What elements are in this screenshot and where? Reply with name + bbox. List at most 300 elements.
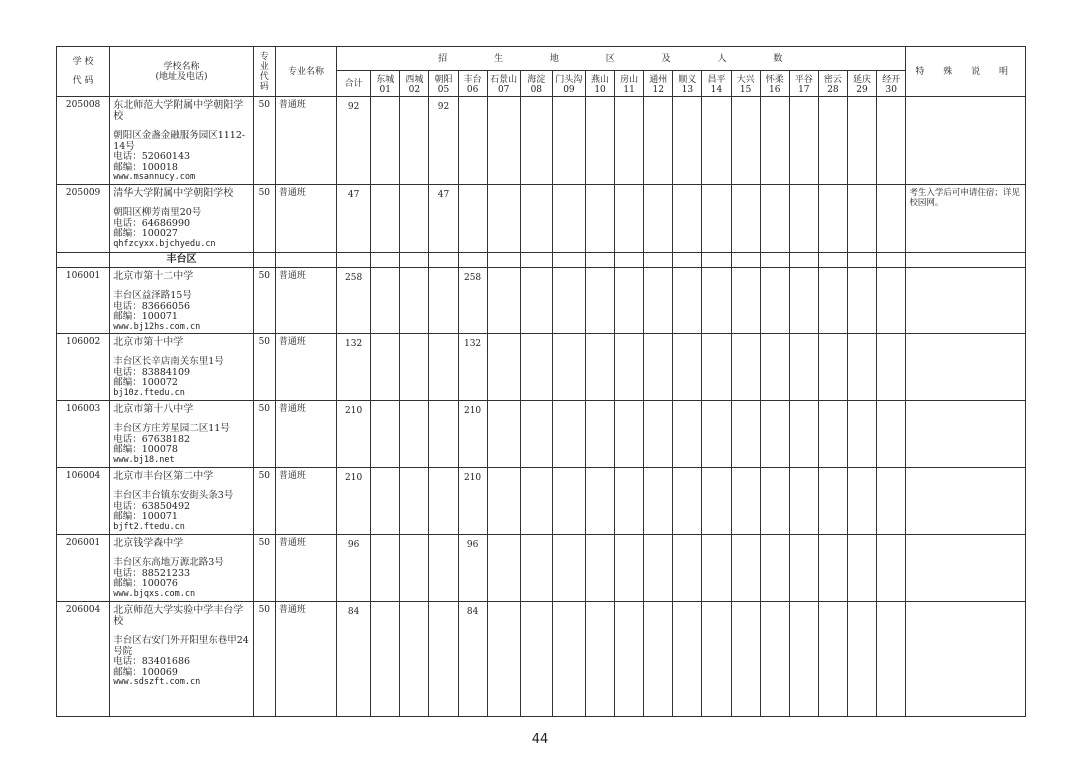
school-code: 106003 — [65, 404, 101, 414]
region-cell-05 — [429, 468, 458, 535]
region-cell-29 — [847, 468, 876, 535]
region-cell-29 — [847, 97, 876, 185]
region-cell-09 — [552, 334, 585, 401]
region-cell-16 — [760, 535, 789, 602]
region-cell-28 — [818, 268, 847, 334]
region-cell-05 — [429, 268, 458, 334]
school-info-cell — [110, 97, 254, 185]
school-website: bj10z.ftedu.cn — [113, 387, 185, 398]
region-cell-09 — [552, 602, 585, 717]
district-empty-cell — [458, 253, 487, 268]
school-website: www.bj18.net — [113, 454, 175, 465]
region-cell-14 — [702, 535, 731, 602]
region-cell-11 — [615, 401, 644, 468]
region-cell-06 — [458, 602, 487, 717]
total-cell — [337, 268, 371, 334]
school-phone: 电话：83401686 — [113, 656, 191, 667]
region-cell-01 — [371, 97, 400, 185]
table-row — [57, 535, 1026, 602]
major-name-cell — [275, 401, 336, 468]
region-cell-06 — [458, 334, 487, 401]
major-name: 普通班 — [278, 271, 306, 281]
table-row — [57, 401, 1026, 468]
school-name: 北京钱学森中学 — [113, 538, 184, 549]
region-name: 昌平 — [707, 74, 726, 85]
school-name: 北京师范大学实验中学丰台学校 — [113, 605, 244, 627]
district-code-cell — [57, 253, 110, 268]
total-cell — [337, 97, 371, 185]
region-cell-15 — [731, 401, 760, 468]
region-cell-30 — [877, 535, 906, 602]
header-major-code: 专业代码 — [253, 47, 275, 97]
header-region-13 — [673, 71, 702, 97]
region-cell-06 — [458, 185, 487, 253]
region-cell-12 — [644, 268, 673, 334]
school-address: 丰台区益泽路15号 — [113, 290, 192, 301]
region-cell-08 — [520, 401, 552, 468]
region-cell-16 — [760, 602, 789, 717]
region-cell-05 — [429, 602, 458, 717]
school-name: 东北师范大学附属中学朝阳学校 — [113, 100, 244, 122]
region-cell-17 — [789, 97, 818, 185]
region-cell-08 — [520, 468, 552, 535]
school-code: 206004 — [65, 605, 101, 615]
district-name: 丰台区 — [166, 254, 197, 265]
region-cell-05 — [429, 535, 458, 602]
school-address: 朝阳区金盏金融服务园区1112-14号 — [113, 130, 246, 152]
school-name: 北京市丰台区第二中学 — [113, 471, 214, 482]
major-code-cell — [253, 602, 275, 717]
school-code: 205008 — [65, 100, 101, 110]
region-cell-16 — [760, 97, 789, 185]
major-code-cell — [253, 97, 275, 185]
major-name-cell — [275, 535, 336, 602]
region-cell-06 — [458, 268, 487, 334]
region-cell-30 — [877, 185, 906, 253]
major-code: 50 — [258, 471, 271, 481]
region-cell-12 — [644, 97, 673, 185]
region-code: 13 — [681, 84, 694, 95]
major-name: 普通班 — [278, 337, 306, 347]
region-code: 05 — [437, 84, 450, 95]
region-cell-09 — [552, 268, 585, 334]
district-empty-cell — [400, 253, 429, 268]
school-code-cell — [57, 97, 110, 185]
district-empty-cell — [371, 253, 400, 268]
school-postcode: 邮编：100071 — [113, 311, 178, 322]
major-name-cell — [275, 97, 336, 185]
region-cell-15 — [731, 468, 760, 535]
notes-cell — [906, 602, 1026, 717]
region-code: 30 — [885, 84, 897, 95]
region-cell-07 — [487, 468, 520, 535]
region-cell-07 — [487, 602, 520, 717]
district-empty-cell — [487, 253, 520, 268]
region-name: 东城 — [376, 74, 395, 85]
region-cell-10 — [585, 602, 614, 717]
notes-cell — [906, 468, 1026, 535]
region-cell-28 — [818, 97, 847, 185]
school-address: 丰台区方庄芳星园二区11号 — [113, 423, 230, 434]
school-name: 北京市第十中学 — [113, 337, 184, 348]
header-recruit: 招 生 地 区 及 人 数 — [337, 47, 906, 71]
page-number: 44 — [531, 732, 549, 747]
school-code-cell — [57, 401, 110, 468]
region-cell-17 — [789, 334, 818, 401]
region-code: 12 — [652, 84, 664, 95]
total-value: 210 — [345, 406, 363, 416]
region-cell-06 — [458, 401, 487, 468]
school-postcode: 邮编：100069 — [113, 666, 178, 678]
region-value: 258 — [463, 273, 482, 283]
region-cell-12 — [644, 185, 673, 253]
district-empty-cell — [429, 253, 458, 268]
region-cell-01 — [371, 401, 400, 468]
district-empty-cell — [615, 253, 644, 268]
school-address: 丰台区东高地万源北路3号 — [113, 557, 224, 568]
school-address: 丰台区丰台镇东安街头条3号 — [113, 490, 234, 501]
region-cell-17 — [789, 535, 818, 602]
header-region-06 — [458, 71, 487, 97]
header-region-08 — [520, 71, 552, 97]
region-cell-17 — [789, 185, 818, 253]
region-name: 延庆 — [853, 74, 872, 85]
school-address: 丰台区右安门外开阳里东巷甲24号院 — [113, 635, 249, 657]
school-website: qhfzcyxx.bjchyedu.cn — [113, 238, 216, 249]
total-value: 132 — [345, 339, 363, 349]
region-cell-13 — [673, 535, 702, 602]
region-cell-05 — [429, 401, 458, 468]
region-cell-10 — [585, 535, 614, 602]
note-text: 考生入学后可申请住宿；详见校园网。 — [909, 188, 1020, 208]
school-website: www.bjqxs.com.cn — [113, 588, 196, 599]
total-cell — [337, 602, 371, 717]
region-cell-28 — [818, 185, 847, 253]
region-name: 房山 — [620, 74, 639, 85]
district-empty-cell — [552, 253, 585, 268]
region-cell-02 — [400, 268, 429, 334]
region-cell-28 — [818, 535, 847, 602]
region-cell-13 — [673, 334, 702, 401]
region-cell-08 — [520, 602, 552, 717]
region-cell-11 — [615, 97, 644, 185]
district-empty-cell — [906, 253, 1026, 268]
region-cell-30 — [877, 401, 906, 468]
region-cell-09 — [552, 97, 585, 185]
region-cell-14 — [702, 602, 731, 717]
region-cell-14 — [702, 97, 731, 185]
region-cell-08 — [520, 334, 552, 401]
total-value: 47 — [347, 190, 360, 200]
region-code: 14 — [710, 84, 723, 95]
region-name: 丰台 — [463, 74, 482, 85]
notes-cell — [906, 268, 1026, 334]
total-cell — [337, 334, 371, 401]
district-empty-cell — [847, 253, 876, 268]
region-code: 01 — [379, 84, 391, 95]
school-phone: 电话：52060143 — [113, 151, 191, 162]
region-cell-01 — [371, 268, 400, 334]
region-cell-30 — [877, 334, 906, 401]
region-cell-13 — [673, 97, 702, 185]
school-website: www.bj12hs.com.cn — [113, 321, 201, 332]
major-name-cell — [275, 268, 336, 334]
region-cell-16 — [760, 268, 789, 334]
school-info-cell — [110, 602, 254, 717]
region-value: 210 — [463, 406, 482, 416]
region-cell-07 — [487, 97, 520, 185]
region-cell-14 — [702, 268, 731, 334]
region-cell-12 — [644, 468, 673, 535]
major-name: 普通班 — [278, 188, 306, 198]
school-phone: 电话：67638182 — [113, 433, 191, 445]
region-cell-30 — [877, 97, 906, 185]
district-empty-cell — [275, 253, 336, 268]
major-name-cell — [275, 468, 336, 535]
region-cell-08 — [520, 535, 552, 602]
major-name-cell — [275, 602, 336, 717]
header-region-30 — [877, 71, 906, 97]
school-name: 北京市第十八中学 — [113, 404, 194, 415]
region-cell-10 — [585, 401, 614, 468]
total-cell — [337, 401, 371, 468]
school-code: 106001 — [65, 271, 101, 281]
region-cell-29 — [847, 602, 876, 717]
school-postcode: 邮编：100072 — [113, 377, 178, 388]
region-cell-13 — [673, 468, 702, 535]
region-cell-17 — [789, 602, 818, 717]
admissions-table — [56, 46, 1026, 717]
table-row — [57, 268, 1026, 334]
major-code: 50 — [258, 188, 271, 198]
school-address: 朝阳区柳芳南里20号 — [113, 207, 202, 218]
district-empty-cell — [644, 253, 673, 268]
region-cell-08 — [520, 97, 552, 185]
district-empty-cell — [789, 253, 818, 268]
region-cell-12 — [644, 602, 673, 717]
school-postcode: 邮编：100027 — [113, 228, 178, 239]
region-value: 47 — [437, 190, 450, 200]
region-code: 29 — [856, 84, 868, 95]
region-cell-29 — [847, 268, 876, 334]
major-name: 普通班 — [278, 404, 306, 414]
region-cell-17 — [789, 268, 818, 334]
school-info-cell — [110, 268, 254, 334]
region-name: 顺义 — [678, 74, 697, 85]
district-empty-cell — [818, 253, 847, 268]
region-code: 10 — [594, 84, 606, 95]
school-phone: 电话：83884109 — [113, 366, 191, 378]
region-cell-07 — [487, 268, 520, 334]
region-cell-01 — [371, 468, 400, 535]
region-cell-09 — [552, 468, 585, 535]
region-name: 平谷 — [794, 74, 813, 85]
region-cell-11 — [615, 185, 644, 253]
header-total: 合计 — [337, 71, 371, 97]
major-code-cell — [253, 185, 275, 253]
header-region-07 — [487, 71, 520, 97]
region-cell-06 — [458, 97, 487, 185]
school-info-cell — [110, 334, 254, 401]
region-cell-11 — [615, 468, 644, 535]
district-empty-cell — [877, 253, 906, 268]
region-cell-12 — [644, 535, 673, 602]
school-code-cell — [57, 334, 110, 401]
school-code: 106002 — [65, 337, 101, 347]
region-cell-14 — [702, 401, 731, 468]
district-empty-cell — [731, 253, 760, 268]
major-code-cell — [253, 334, 275, 401]
school-website: www.sdszft.com.cn — [113, 677, 201, 687]
region-cell-29 — [847, 401, 876, 468]
region-code: 11 — [623, 84, 635, 95]
notes-cell — [906, 535, 1026, 602]
header-region-01 — [371, 71, 400, 97]
region-cell-10 — [585, 268, 614, 334]
region-cell-15 — [731, 268, 760, 334]
region-cell-01 — [371, 185, 400, 253]
major-code-cell — [253, 468, 275, 535]
region-value: 132 — [463, 339, 482, 349]
region-value: 84 — [466, 607, 479, 617]
district-row — [57, 253, 1026, 268]
header-region-05 — [429, 71, 458, 97]
header-region-15 — [731, 71, 760, 97]
region-cell-30 — [877, 602, 906, 717]
region-code: 02 — [408, 84, 421, 95]
region-cell-15 — [731, 185, 760, 253]
total-value: 258 — [345, 273, 363, 283]
region-cell-15 — [731, 535, 760, 602]
header-region-17 — [789, 71, 818, 97]
table-row — [57, 334, 1026, 401]
region-code: 16 — [768, 84, 781, 95]
region-cell-29 — [847, 535, 876, 602]
region-cell-02 — [400, 185, 429, 253]
major-code: 50 — [258, 538, 271, 548]
school-name: 清华大学附属中学朝阳学校 — [113, 188, 234, 199]
school-phone: 电话：83666056 — [113, 300, 191, 312]
major-name: 普通班 — [278, 471, 306, 481]
region-cell-10 — [585, 468, 614, 535]
region-name: 怀柔 — [765, 74, 784, 85]
school-info-cell — [110, 535, 254, 602]
region-cell-29 — [847, 334, 876, 401]
school-phone: 电话：64686990 — [113, 217, 191, 229]
district-empty-cell — [702, 253, 731, 268]
region-cell-28 — [818, 334, 847, 401]
table-row — [57, 185, 1026, 253]
region-code: 06 — [466, 84, 479, 95]
region-cell-28 — [818, 401, 847, 468]
region-cell-15 — [731, 602, 760, 717]
region-cell-06 — [458, 468, 487, 535]
district-empty-cell — [337, 253, 371, 268]
region-cell-07 — [487, 535, 520, 602]
region-cell-11 — [615, 334, 644, 401]
major-code-cell — [253, 401, 275, 468]
region-name: 石景山 — [490, 74, 518, 85]
region-cell-28 — [818, 468, 847, 535]
district-empty-cell — [673, 253, 702, 268]
school-code-cell — [57, 602, 110, 717]
total-value: 210 — [345, 473, 363, 483]
major-code: 50 — [258, 605, 271, 615]
region-value: 96 — [466, 540, 479, 550]
notes-cell — [906, 97, 1026, 185]
school-info-cell — [110, 185, 254, 253]
region-cell-16 — [760, 185, 789, 253]
region-cell-13 — [673, 185, 702, 253]
region-cell-09 — [552, 401, 585, 468]
major-name-cell — [275, 185, 336, 253]
total-value: 92 — [347, 102, 360, 112]
school-phone: 电话：88521233 — [113, 567, 191, 579]
table-row — [57, 468, 1026, 535]
region-cell-14 — [702, 185, 731, 253]
region-name: 朝阳 — [434, 74, 453, 85]
region-cell-08 — [520, 185, 552, 253]
school-postcode: 邮编：100018 — [113, 161, 178, 173]
region-cell-14 — [702, 334, 731, 401]
region-value: 210 — [463, 473, 482, 483]
major-name: 普通班 — [278, 100, 306, 110]
major-code-cell — [253, 268, 275, 334]
district-empty-cell — [585, 253, 614, 268]
major-name: 普通班 — [278, 538, 306, 548]
notes-cell — [906, 334, 1026, 401]
school-code: 106004 — [65, 471, 101, 481]
total-value: 84 — [347, 607, 360, 617]
school-postcode: 邮编：100078 — [113, 444, 178, 455]
school-code-cell — [57, 468, 110, 535]
region-cell-16 — [760, 468, 789, 535]
header-school-code: 学 校 代 码 — [57, 47, 110, 97]
region-code: 08 — [530, 84, 543, 95]
region-cell-02 — [400, 468, 429, 535]
region-cell-29 — [847, 185, 876, 253]
region-cell-02 — [400, 97, 429, 185]
region-name: 燕山 — [591, 74, 610, 85]
region-cell-05 — [429, 334, 458, 401]
region-cell-13 — [673, 401, 702, 468]
district-empty-cell — [520, 253, 552, 268]
school-postcode: 邮编：100071 — [113, 511, 178, 522]
major-code: 50 — [258, 100, 271, 110]
region-cell-13 — [673, 268, 702, 334]
region-cell-12 — [644, 334, 673, 401]
header-notes: 特 殊 说 明 — [906, 47, 1026, 97]
region-name: 经开 — [882, 74, 901, 85]
major-code-cell — [253, 535, 275, 602]
region-name: 大兴 — [736, 74, 755, 85]
total-value: 96 — [347, 540, 360, 550]
region-cell-15 — [731, 97, 760, 185]
region-cell-30 — [877, 468, 906, 535]
region-name: 海淀 — [527, 74, 546, 85]
region-name: 门头沟 — [555, 74, 583, 85]
region-cell-01 — [371, 602, 400, 717]
region-cell-10 — [585, 97, 614, 185]
major-name: 普通班 — [278, 605, 306, 615]
region-cell-11 — [615, 268, 644, 334]
region-cell-05 — [429, 97, 458, 185]
major-code: 50 — [258, 337, 271, 347]
table-row — [57, 602, 1026, 717]
table-row — [57, 97, 1026, 185]
region-cell-17 — [789, 468, 818, 535]
region-cell-09 — [552, 185, 585, 253]
